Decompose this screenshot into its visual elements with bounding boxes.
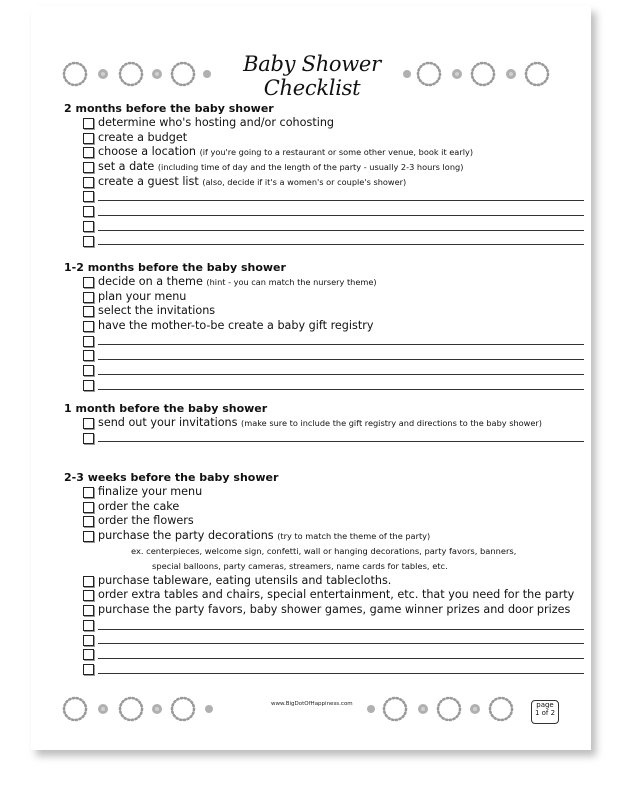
checkbox[interactable] (83, 336, 94, 347)
checklist-item[interactable]: order the cake (64, 500, 584, 515)
checklist-item[interactable]: purchase the party favors, baby shower games, game winner prizes and door prizes (64, 603, 584, 618)
blank-item[interactable] (64, 234, 584, 249)
checkbox[interactable] (83, 191, 94, 202)
checkbox[interactable] (83, 433, 94, 444)
checkbox[interactable] (83, 236, 94, 247)
checklist-item[interactable]: select the invitations (64, 304, 584, 319)
checkbox[interactable] (83, 206, 94, 217)
blank-item[interactable] (64, 204, 584, 219)
page-number: 1 of 2 (534, 709, 556, 717)
blank-item[interactable] (64, 633, 584, 648)
blank-item[interactable] (64, 378, 584, 393)
page-number-badge (531, 700, 559, 724)
checklist-item[interactable]: set a date (including time of day and the length of the party - usually 2-3 hours long) (64, 160, 584, 175)
checkbox[interactable] (83, 162, 94, 173)
checkbox[interactable] (83, 620, 94, 631)
checkbox[interactable] (83, 350, 94, 361)
checkbox[interactable] (83, 502, 94, 513)
checklist-item[interactable]: order extra tables and chairs, special entertainment, etc. that you need for the party (64, 588, 584, 603)
blank-item[interactable] (64, 348, 584, 363)
section-1-month (64, 401, 584, 445)
checklist-item[interactable]: plan your menu (64, 290, 584, 305)
blank-item[interactable] (64, 363, 584, 378)
section-2-months (64, 101, 584, 248)
section-2-3-weeks (64, 470, 584, 677)
section-heading: 2 months before the baby shower (64, 102, 274, 115)
checkbox[interactable] (83, 605, 94, 616)
checkbox[interactable] (83, 418, 94, 429)
checklist-item[interactable]: send out your invitations (make sure to include the gift registry and directions to the baby shower) (64, 416, 584, 431)
page-title: Baby Shower Checklist (243, 52, 381, 100)
checklist-item[interactable]: order the flowers (64, 514, 584, 529)
checkbox[interactable] (83, 221, 94, 232)
checklist-item[interactable]: decide on a theme (hint - you can match the nursery theme) (64, 275, 584, 290)
bottom-circle-border (31, 689, 591, 729)
checkbox[interactable] (83, 635, 94, 646)
checklist-item[interactable]: choose a location (if you're going to a restaurant or some other venue, book it early) (64, 145, 584, 160)
blank-item[interactable] (64, 647, 584, 662)
website-url: www.BigDotOfHappiness.com (271, 701, 353, 707)
checkbox[interactable] (83, 576, 94, 587)
checkbox[interactable] (83, 177, 94, 188)
checkbox[interactable] (83, 147, 94, 158)
checkbox[interactable] (83, 664, 94, 675)
dotted-circles-icon (31, 689, 591, 729)
blank-item[interactable] (64, 618, 584, 633)
checkbox[interactable] (83, 365, 94, 376)
checkbox[interactable] (83, 516, 94, 527)
checklist-item[interactable]: create a guest list (also, decide if it's a women's or couple's shower) (64, 175, 584, 190)
checkbox[interactable] (83, 590, 94, 601)
checklist-item[interactable]: determine who's hosting and/or cohosting (64, 116, 584, 131)
checklist-item[interactable]: have the mother-to-be create a baby gift registry (64, 319, 584, 334)
checkbox[interactable] (83, 321, 94, 332)
checkbox[interactable] (83, 277, 94, 288)
section-1-2-months (64, 260, 584, 393)
checklist-item[interactable]: purchase the party decorations (try to match the theme of the party) (64, 529, 584, 544)
checkbox[interactable] (83, 380, 94, 391)
section-heading: 1-2 months before the baby shower (64, 261, 286, 274)
blank-item[interactable] (64, 431, 584, 446)
checklist-page (31, 6, 591, 750)
section-heading: 1 month before the baby shower (64, 402, 268, 415)
blank-item[interactable] (64, 219, 584, 234)
blank-item[interactable] (64, 334, 584, 349)
examples-text: ex. centerpieces, welcome sign, confetti, wall or hanging decorations, party favors, banners, (131, 545, 517, 556)
blank-item[interactable] (64, 189, 584, 204)
checkbox[interactable] (83, 118, 94, 129)
checkbox[interactable] (83, 649, 94, 660)
section-heading: 2-3 weeks before the baby shower (64, 471, 279, 484)
checkbox[interactable] (83, 306, 94, 317)
examples-text: special balloons, party cameras, streamers, name cards for tables, etc. (152, 560, 448, 571)
checklist-item[interactable]: create a budget (64, 131, 584, 146)
checklist-item[interactable]: finalize your menu (64, 485, 584, 500)
blank-item[interactable] (64, 662, 584, 677)
checkbox[interactable] (83, 133, 94, 144)
checklist-item[interactable]: purchase tableware, eating utensils and tablecloths. (64, 574, 584, 589)
checkbox[interactable] (83, 531, 94, 542)
checkbox[interactable] (83, 292, 94, 303)
checkbox[interactable] (83, 487, 94, 498)
page-label: page (536, 701, 554, 709)
